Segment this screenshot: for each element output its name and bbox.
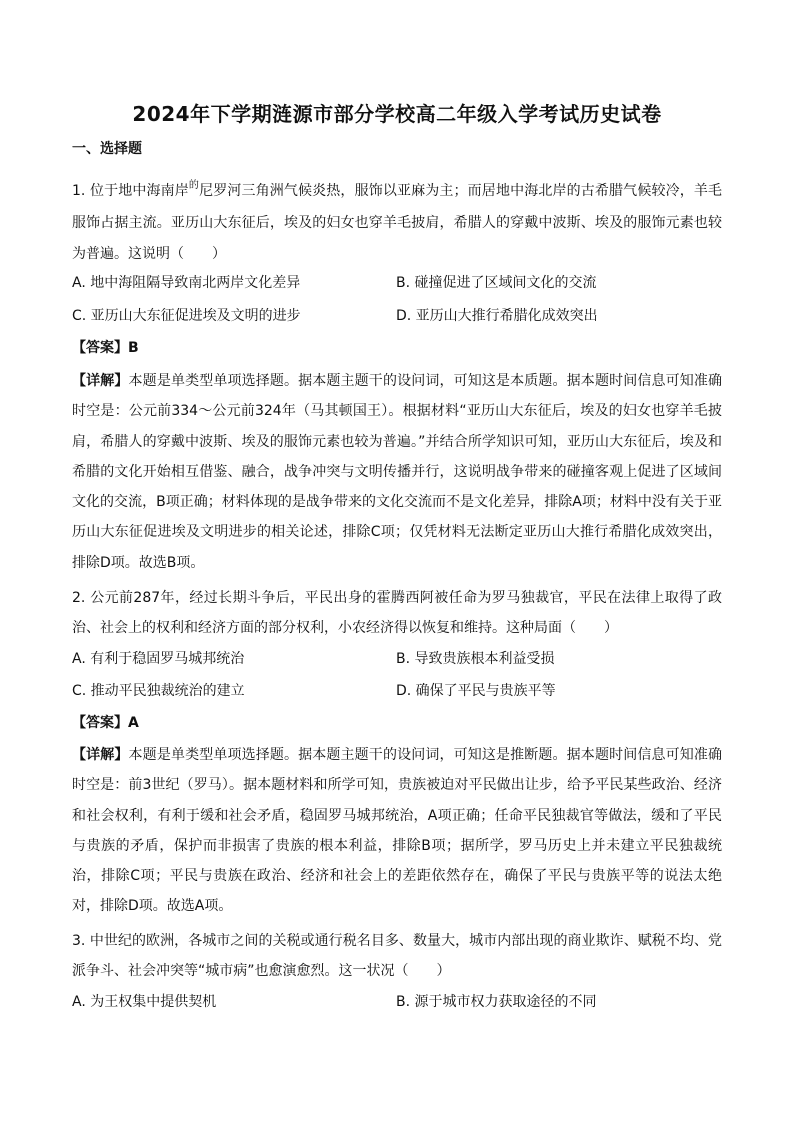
question-2-explanation-tag: 【详解】 bbox=[72, 747, 129, 763]
question-1-stem-sup: 的 bbox=[188, 180, 200, 191]
question-2-options-row-1 bbox=[72, 648, 722, 678]
page-title: 2024年下学期涟源市部分学校高二年级入学考试历史试卷 bbox=[132, 102, 662, 126]
question-1-options-row-2 bbox=[72, 305, 722, 335]
question-1-option-b: B. 碰撞促进了区域间文化的交流 bbox=[396, 275, 597, 291]
question-2-answer: 【答案】A bbox=[72, 715, 139, 731]
question-2-option-c: C. 推动平民独裁统治的建立 bbox=[72, 683, 245, 699]
question-2-explanation bbox=[72, 740, 722, 922]
question-2-option-b: B. 导致贵族根本利益受损 bbox=[396, 651, 555, 667]
question-2-explanation-text: 本题是单类型单项选择题。据本题主题干的设问词，可知这是推断题。据本题时间信息可知准确时空是：前3世纪（罗马）。据本题材料和所学可知，贵族被迫对平民做出让步，给予平民某些政治、经济和社会权利，有利于缓和社会矛盾，稳固罗马城邦统治，A项正确；任命平民独裁官等做法，缓和了平民与贵族的矛盾，保护而非损害了贵族的根本利益，排除B项；据所学，罗马历史上并未建立平民独裁统治，排除C项；平民与贵族在政治、经济和社会上的差距依然存在，确保了平民与贵族平等的说法太绝对，排除D项。故选A项。 bbox=[72, 747, 723, 915]
question-1-stem-rest: 尼罗河三角洲气候炎热，服饰以亚麻为主；而居地中海北岸的古希腊气候较冷，羊毛服饰占据主流。亚历山大东征后，埃及的妇女也穿羊毛披肩，希腊人的穿戴中波斯、埃及的服饰元素也较为普遍。这说明（ ） bbox=[72, 183, 723, 262]
question-3-options-row-1 bbox=[72, 991, 722, 1021]
question-1-answer: 【答案】B bbox=[72, 340, 139, 356]
question-3-stem: 3. 中世纪的欧洲，各城市之间的关税或通行税名目多、数量大，城市内部出现的商业欺诈、赋税不均、党派争斗、社会冲突等“城市病”也愈演愈烈。这一状况（ ） bbox=[72, 933, 722, 980]
question-1-stem-start: 1. 位于地中海南岸 bbox=[72, 183, 189, 199]
question-1-option-d: D. 亚历山大推行希腊化成效突出 bbox=[396, 308, 598, 324]
question-1-option-c: C. 亚历山大东征促进埃及文明的进步 bbox=[72, 308, 301, 324]
question-1-explanation-text: 本题是单类型单项选择题。据本题主题干的设问词，可知这是本质题。据本题时间信息可知准确时空是：公元前334～公元前324年（马其顿国王）。根据材料“亚历山大东征后，埃及的妇女也穿羊毛披肩，希腊人的穿戴中波斯、埃及的服饰元素也较为普遍。”并结合所学知识可知，亚历山大东征后，埃及和希腊的文化开始相互借鉴、融合，战争冲突与文明传播并行，这说明战争带来的碰撞客观上促进了区域间文化的交流，B项正确；材料体现的是战争带来的文化交流而不是文化差异，排除A项；材料中没有关于亚历山大东征促进埃及文明进步的相关论述，排除C项；仅凭材料无法断定亚历山大推行希腊化成效突出，排除D项。故选B项。 bbox=[72, 373, 723, 571]
section-heading: 一、选择题 bbox=[72, 141, 142, 157]
question-2-stem: 2. 公元前287年，经过长期斗争后，平民出身的霍腾西阿被任命为罗马独裁官，平民在法律上取得了政治、社会上的权利和经济方面的部分权利，小农经济得以恢复和维持。这种局面（ ） bbox=[72, 590, 722, 637]
question-1-options-row-1 bbox=[72, 272, 722, 302]
question-2-option-a: A. 有利于稳固罗马城邦统治 bbox=[72, 651, 245, 667]
question-1-stem bbox=[72, 176, 722, 269]
question-1-explanation bbox=[72, 366, 722, 578]
question-1-option-a: A. 地中海阻隔导致南北两岸文化差异 bbox=[72, 275, 301, 291]
question-3-option-b: B. 源于城市权力获取途径的不同 bbox=[396, 994, 597, 1010]
question-2-options-row-2 bbox=[72, 680, 722, 710]
question-1-explanation-tag: 【详解】 bbox=[72, 373, 129, 389]
question-3-option-a: A. 为王权集中提供契机 bbox=[72, 994, 217, 1010]
question-2-option-d: D. 确保了平民与贵族平等 bbox=[396, 683, 556, 699]
